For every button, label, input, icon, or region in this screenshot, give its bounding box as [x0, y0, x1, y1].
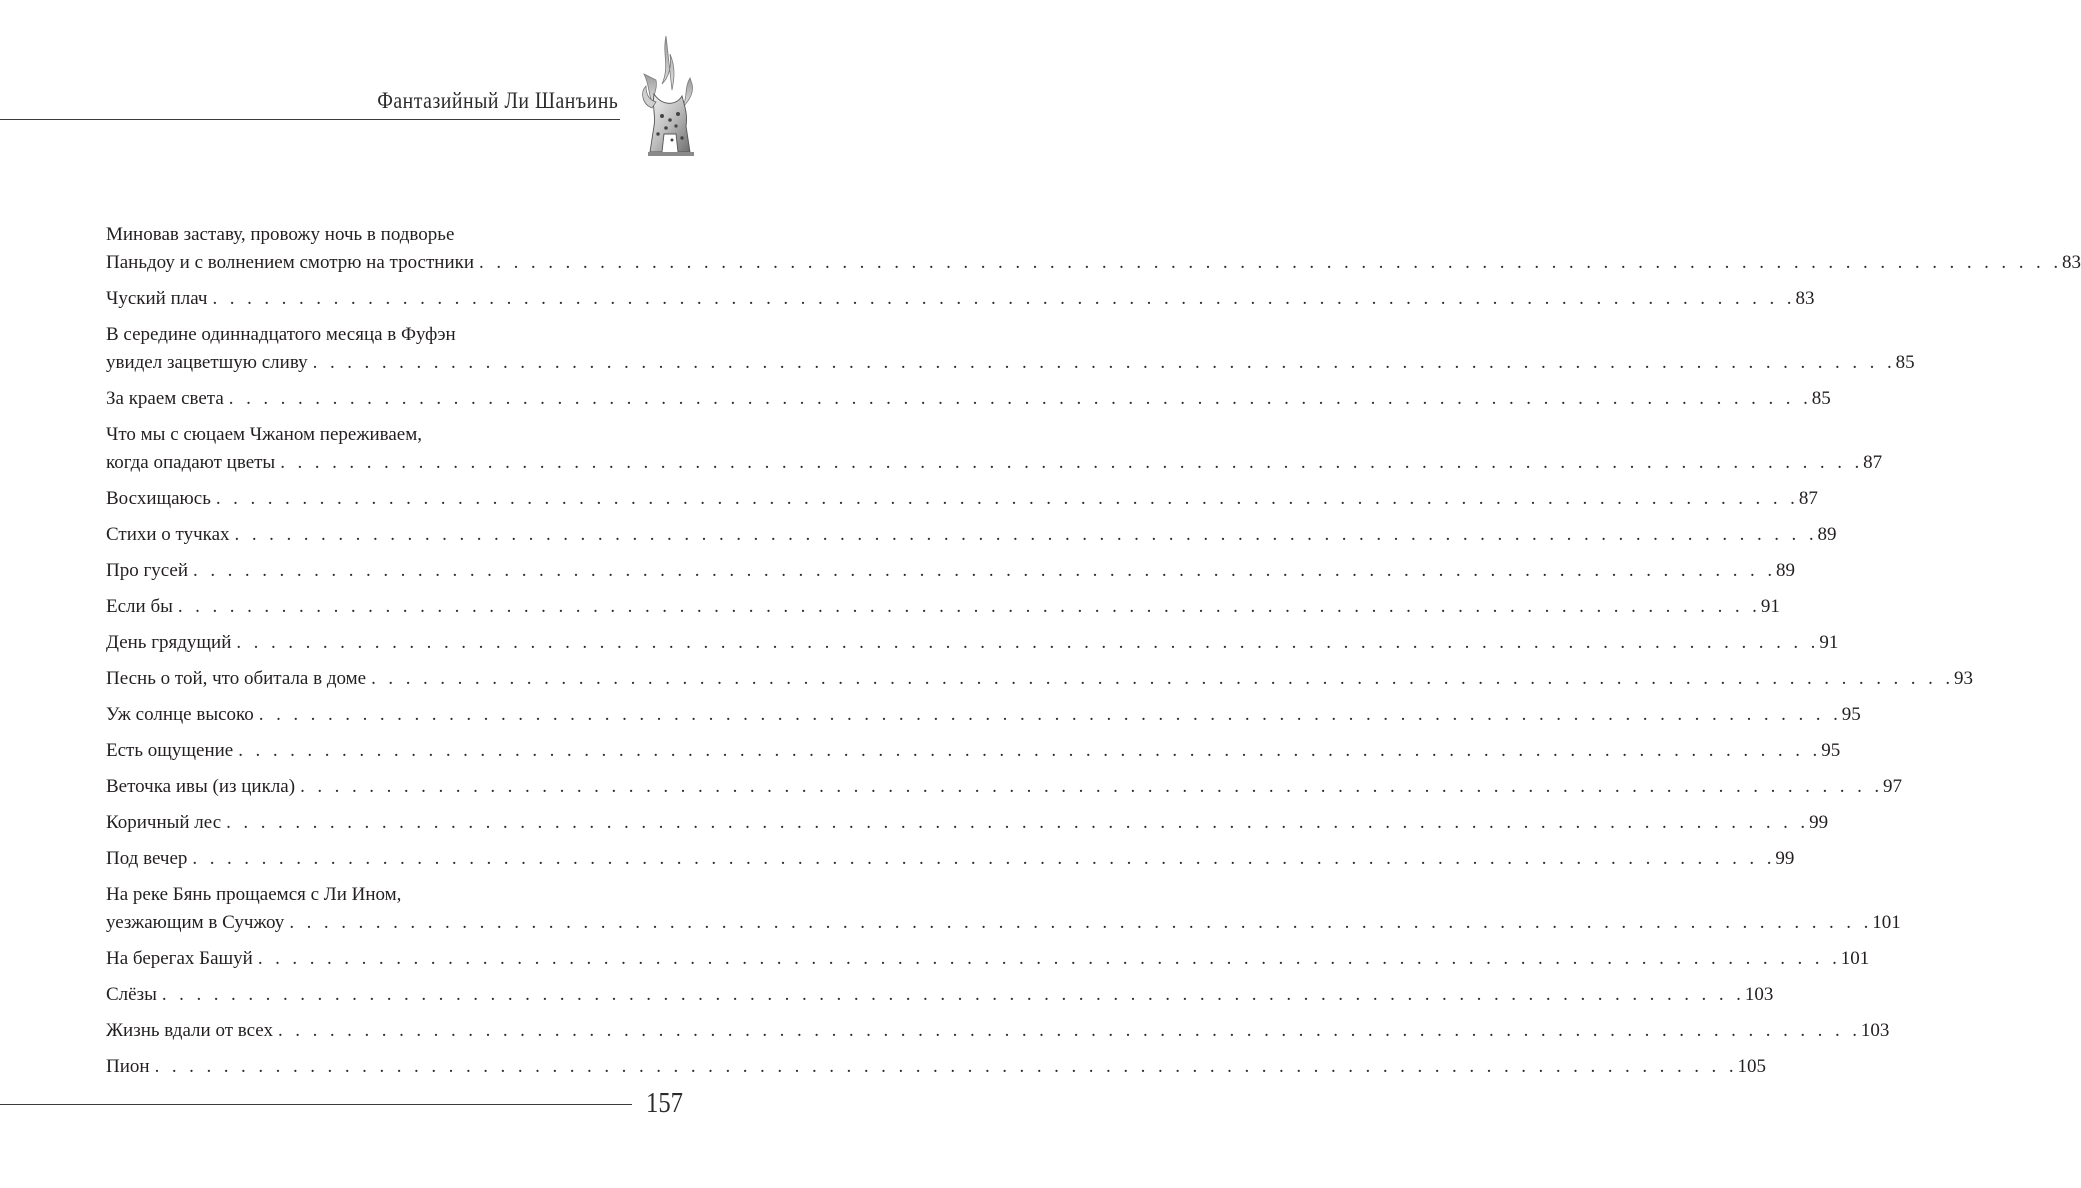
- toc-entry-page-number: 95: [1841, 704, 1861, 725]
- dot-leader: . . . . . . . . . . . . . . . . . . . . . . . . . . . . . . . . . . . . . . . . . . . . . . . . . . . . . . . . . . . . . . . . . . . . . . . . . . . . . . . . . . . . . . . . . . . .: [277, 1020, 1861, 1041]
- dot-leader: . . . . . . . . . . . . . . . . . . . . . . . . . . . . . . . . . . . . . . . . . . . . . . . . . . . . . . . . . . . . . . . . . . . . . . . . . . . . . . . . . . . . . . . . . . . .: [289, 912, 1873, 933]
- toc-entry-page-number: 103: [1744, 984, 1774, 1005]
- dot-leader: . . . . . . . . . . . . . . . . . . . . . . . . . . . . . . . . . . . . . . . . . . . . . . . . . . . . . . . . . . . . . . . . . . . . . . . . . . . . . . . . . . . . . . . . . . . .: [161, 984, 1745, 1005]
- toc-entry-page-number: 85: [1811, 388, 1831, 409]
- dot-leader: . . . . . . . . . . . . . . . . . . . . . . . . . . . . . . . . . . . . . . . . . . . . . . . . . . . . . . . . . . . . . . . . . . . . . . . . . . . . . . . . . . . . . . . . . . . .: [300, 776, 1884, 797]
- toc-entry-page-number: 87: [1798, 488, 1818, 509]
- toc-entry-last-line: [106, 249, 2081, 277]
- toc-entry-title: Пион: [106, 1056, 150, 1077]
- toc-entry-last-line: [106, 449, 1883, 477]
- toc-entry: [106, 321, 1915, 377]
- toc-entry-last-line: [106, 845, 1795, 873]
- toc-entry-page-number: 101: [1840, 948, 1870, 969]
- toc-entry-title-line1: Что мы с сюцаем Чжаном переживаем,: [106, 424, 422, 445]
- dot-leader: . . . . . . . . . . . . . . . . . . . . . . . . . . . . . . . . . . . . . . . . . . . . . . . . . . . . . . . . . . . . . . . . . . . . . . . . . . . . . . . . . . . . . . . . . . . .: [258, 704, 1842, 725]
- toc-entry: [106, 221, 2081, 277]
- running-head: [0, 88, 620, 120]
- toc-entry-page-number: 99: [1775, 848, 1795, 869]
- toc-entry-page-number: 99: [1809, 812, 1829, 833]
- toc-entry-title: Веточка ивы (из цикла): [106, 776, 296, 797]
- toc-entry-last-line: [106, 385, 1831, 413]
- toc-entry-last-line: [106, 521, 1837, 549]
- toc-entry-last-line: [106, 981, 1774, 1009]
- toc-entry-title: Есть ощущение: [106, 740, 234, 761]
- toc-entry-title: День грядущий: [106, 632, 232, 653]
- toc-entry-title: Песнь о той, что обитала в доме: [106, 668, 367, 689]
- toc-entry-title-line1: Миновав заставу, провожу ночь в подворье: [106, 224, 455, 245]
- toc-entry-last-line: [106, 665, 1974, 693]
- toc-entry: [106, 809, 1829, 837]
- toc-entry: [106, 629, 1839, 657]
- toc-entry-last-line: [106, 1053, 1767, 1081]
- dot-leader: . . . . . . . . . . . . . . . . . . . . . . . . . . . . . . . . . . . . . . . . . . . . . . . . . . . . . . . . . . . . . . . . . . . . . . . . . . . . . . . . . . . . . . . . . . . .: [280, 452, 1864, 473]
- toc-entry: [106, 285, 1815, 313]
- toc-entry: [106, 1017, 1890, 1045]
- toc-entry-last-line: [106, 285, 1815, 313]
- toc-entry: [106, 773, 1903, 801]
- toc-entry-page-number: 83: [2061, 252, 2081, 273]
- toc-entry-title: когда опадают цветы: [106, 452, 276, 473]
- dot-leader: . . . . . . . . . . . . . . . . . . . . . . . . . . . . . . . . . . . . . . . . . . . . . . . . . . . . . . . . . . . . . . . . . . . . . . . . . . . . . . . . . . . . . . . . . . . .: [193, 560, 1776, 581]
- toc-entry-title: Уж солнце высоко: [106, 704, 254, 725]
- table-of-contents: [106, 221, 2081, 1089]
- dot-leader: . . . . . . . . . . . . . . . . . . . . . . . . . . . . . . . . . . . . . . . . . . . . . . . . . . . . . . . . . . . . . . . . . . . . . . . . . . . . . . . . . . . . . . . . . . . .: [257, 948, 1841, 969]
- dot-leader: . . . . . . . . . . . . . . . . . . . . . . . . . . . . . . . . . . . . . . . . . . . . . . . . . . . . . . . . . . . . . . . . . . . . . . . . . . . . . . . . . . . . . . . . . . . .: [228, 388, 1812, 409]
- toc-entry-title: Если бы: [106, 596, 173, 617]
- toc-entry: [106, 981, 1774, 1009]
- toc-entry-page-number: 91: [1819, 632, 1839, 653]
- toc-entry-last-line: [106, 485, 1818, 513]
- page-number: 157: [646, 1088, 683, 1119]
- toc-entry: [106, 881, 1901, 937]
- toc-entry-last-line: [106, 773, 1903, 801]
- toc-entry-last-line: [106, 629, 1839, 657]
- toc-entry-page-number: 83: [1795, 288, 1815, 309]
- toc-entry-title: Под вечер: [106, 848, 188, 869]
- toc-entry-page-number: 101: [1872, 912, 1901, 933]
- toc-entry-last-line: [106, 909, 1901, 937]
- ornament-sculpture-illustration: [632, 34, 706, 158]
- toc-entry: [106, 701, 1861, 729]
- dot-leader: . . . . . . . . . . . . . . . . . . . . . . . . . . . . . . . . . . . . . . . . . . . . . . . . . . . . . . . . . . . . . . . . . . . . . . . . . . . . . . . . . . . . . . . . . . . .: [215, 488, 1799, 509]
- dot-leader: . . . . . . . . . . . . . . . . . . . . . . . . . . . . . . . . . . . . . . . . . . . . . . . . . . . . . . . . . . . . . . . . . . . . . . . . . . . . . . . . . . . . . . . . . . . .: [238, 740, 1822, 761]
- toc-entry-page-number: 87: [1863, 452, 1883, 473]
- toc-entry-page-number: 93: [1954, 668, 1974, 689]
- toc-entry-title: Про гусей: [106, 560, 189, 581]
- dot-leader: . . . . . . . . . . . . . . . . . . . . . . . . . . . . . . . . . . . . . . . . . . . . . . . . . . . . . . . . . . . . . . . . . . . . . . . . . . . . . . . . . . . . . . . . . . . .: [226, 812, 1810, 833]
- toc-entry-last-line: [106, 737, 1841, 765]
- toc-entry-page-number: 89: [1817, 524, 1837, 545]
- toc-entry-title-line1: На реке Бянь прощаемся с Ли Ином,: [106, 884, 402, 905]
- toc-entry-title: увидел зацветшую сливу: [106, 352, 308, 373]
- toc-entry: [106, 593, 1780, 621]
- toc-entry-title: За краем света: [106, 388, 224, 409]
- toc-entry-title: Коричный лес: [106, 812, 222, 833]
- toc-entry: [106, 945, 1870, 973]
- dot-leader: . . . . . . . . . . . . . . . . . . . . . . . . . . . . . . . . . . . . . . . . . . . . . . . . . . . . . . . . . . . . . . . . . . . . . . . . . . . . . . . . . . . . . . . . . . . .: [479, 252, 2062, 273]
- toc-entry-last-line: [106, 593, 1780, 621]
- toc-entry-title-line1: В середине одиннадцатого месяца в Фуфэн: [106, 324, 456, 345]
- toc-entry: [106, 485, 1818, 513]
- dot-leader: . . . . . . . . . . . . . . . . . . . . . . . . . . . . . . . . . . . . . . . . . . . . . . . . . . . . . . . . . . . . . . . . . . . . . . . . . . . . . . . . . . . . . . . . . . . .: [212, 288, 1796, 309]
- dot-leader: . . . . . . . . . . . . . . . . . . . . . . . . . . . . . . . . . . . . . . . . . . . . . . . . . . . . . . . . . . . . . . . . . . . . . . . . . . . . . . . . . . . . . . . . . . . .: [371, 668, 1955, 689]
- toc-entry-last-line: [106, 701, 1861, 729]
- dot-leader: . . . . . . . . . . . . . . . . . . . . . . . . . . . . . . . . . . . . . . . . . . . . . . . . . . . . . . . . . . . . . . . . . . . . . . . . . . . . . . . . . . . . . . . . . . . .: [236, 632, 1820, 653]
- toc-entry-title: Восхищаюсь: [106, 488, 211, 509]
- toc-entry-page-number: 97: [1883, 776, 1903, 797]
- toc-entry: [106, 557, 1795, 585]
- toc-entry-title: Слёзы: [106, 984, 157, 1005]
- toc-entry-title: уезжающим в Сучжоу: [106, 912, 285, 933]
- toc-entry-title: На берегах Башуй: [106, 948, 253, 969]
- toc-entry: [106, 421, 1883, 477]
- toc-entry-title: Жизнь вдали от всех: [106, 1020, 273, 1041]
- footer-rule: [0, 1104, 632, 1105]
- toc-entry-last-line: [106, 945, 1870, 973]
- toc-entry-last-line: [106, 809, 1829, 837]
- toc-entry: [106, 845, 1795, 873]
- toc-entry-last-line: [106, 557, 1795, 585]
- toc-entry-page-number: 95: [1821, 740, 1841, 761]
- dot-leader: . . . . . . . . . . . . . . . . . . . . . . . . . . . . . . . . . . . . . . . . . . . . . . . . . . . . . . . . . . . . . . . . . . . . . . . . . . . . . . . . . . . . . . . . . . . .: [234, 524, 1818, 545]
- dot-leader: . . . . . . . . . . . . . . . . . . . . . . . . . . . . . . . . . . . . . . . . . . . . . . . . . . . . . . . . . . . . . . . . . . . . . . . . . . . . . . . . . . . . . . . . . . . .: [177, 596, 1761, 617]
- toc-entry-page-number: 91: [1760, 596, 1780, 617]
- running-head-title: Фантазийный Ли Шанъинь: [376, 88, 618, 113]
- toc-entry: [106, 737, 1841, 765]
- toc-entry: [106, 665, 1974, 693]
- toc-entry-page-number: 105: [1737, 1056, 1767, 1077]
- toc-entry-page-number: 103: [1860, 1020, 1890, 1041]
- toc-entry-title: Чуский плач: [106, 288, 208, 309]
- toc-entry: [106, 385, 1831, 413]
- toc-entry-page-number: 85: [1895, 352, 1915, 373]
- dot-leader: . . . . . . . . . . . . . . . . . . . . . . . . . . . . . . . . . . . . . . . . . . . . . . . . . . . . . . . . . . . . . . . . . . . . . . . . . . . . . . . . . . . . . . . . . . . .: [312, 352, 1896, 373]
- toc-entry-page-number: 89: [1775, 560, 1795, 581]
- toc-entry: [106, 1053, 1767, 1081]
- toc-entry-last-line: [106, 349, 1915, 377]
- toc-entry-title: Стихи о тучках: [106, 524, 230, 545]
- toc-entry: [106, 521, 1837, 549]
- dot-leader: . . . . . . . . . . . . . . . . . . . . . . . . . . . . . . . . . . . . . . . . . . . . . . . . . . . . . . . . . . . . . . . . . . . . . . . . . . . . . . . . . . . . . . . . . . . .: [154, 1056, 1738, 1077]
- toc-entry-last-line: [106, 1017, 1890, 1045]
- toc-entry-title: Паньдоу и с волнением смотрю на тростники: [106, 252, 475, 273]
- dot-leader: . . . . . . . . . . . . . . . . . . . . . . . . . . . . . . . . . . . . . . . . . . . . . . . . . . . . . . . . . . . . . . . . . . . . . . . . . . . . . . . . . . . . . . . . . . . .: [192, 848, 1776, 869]
